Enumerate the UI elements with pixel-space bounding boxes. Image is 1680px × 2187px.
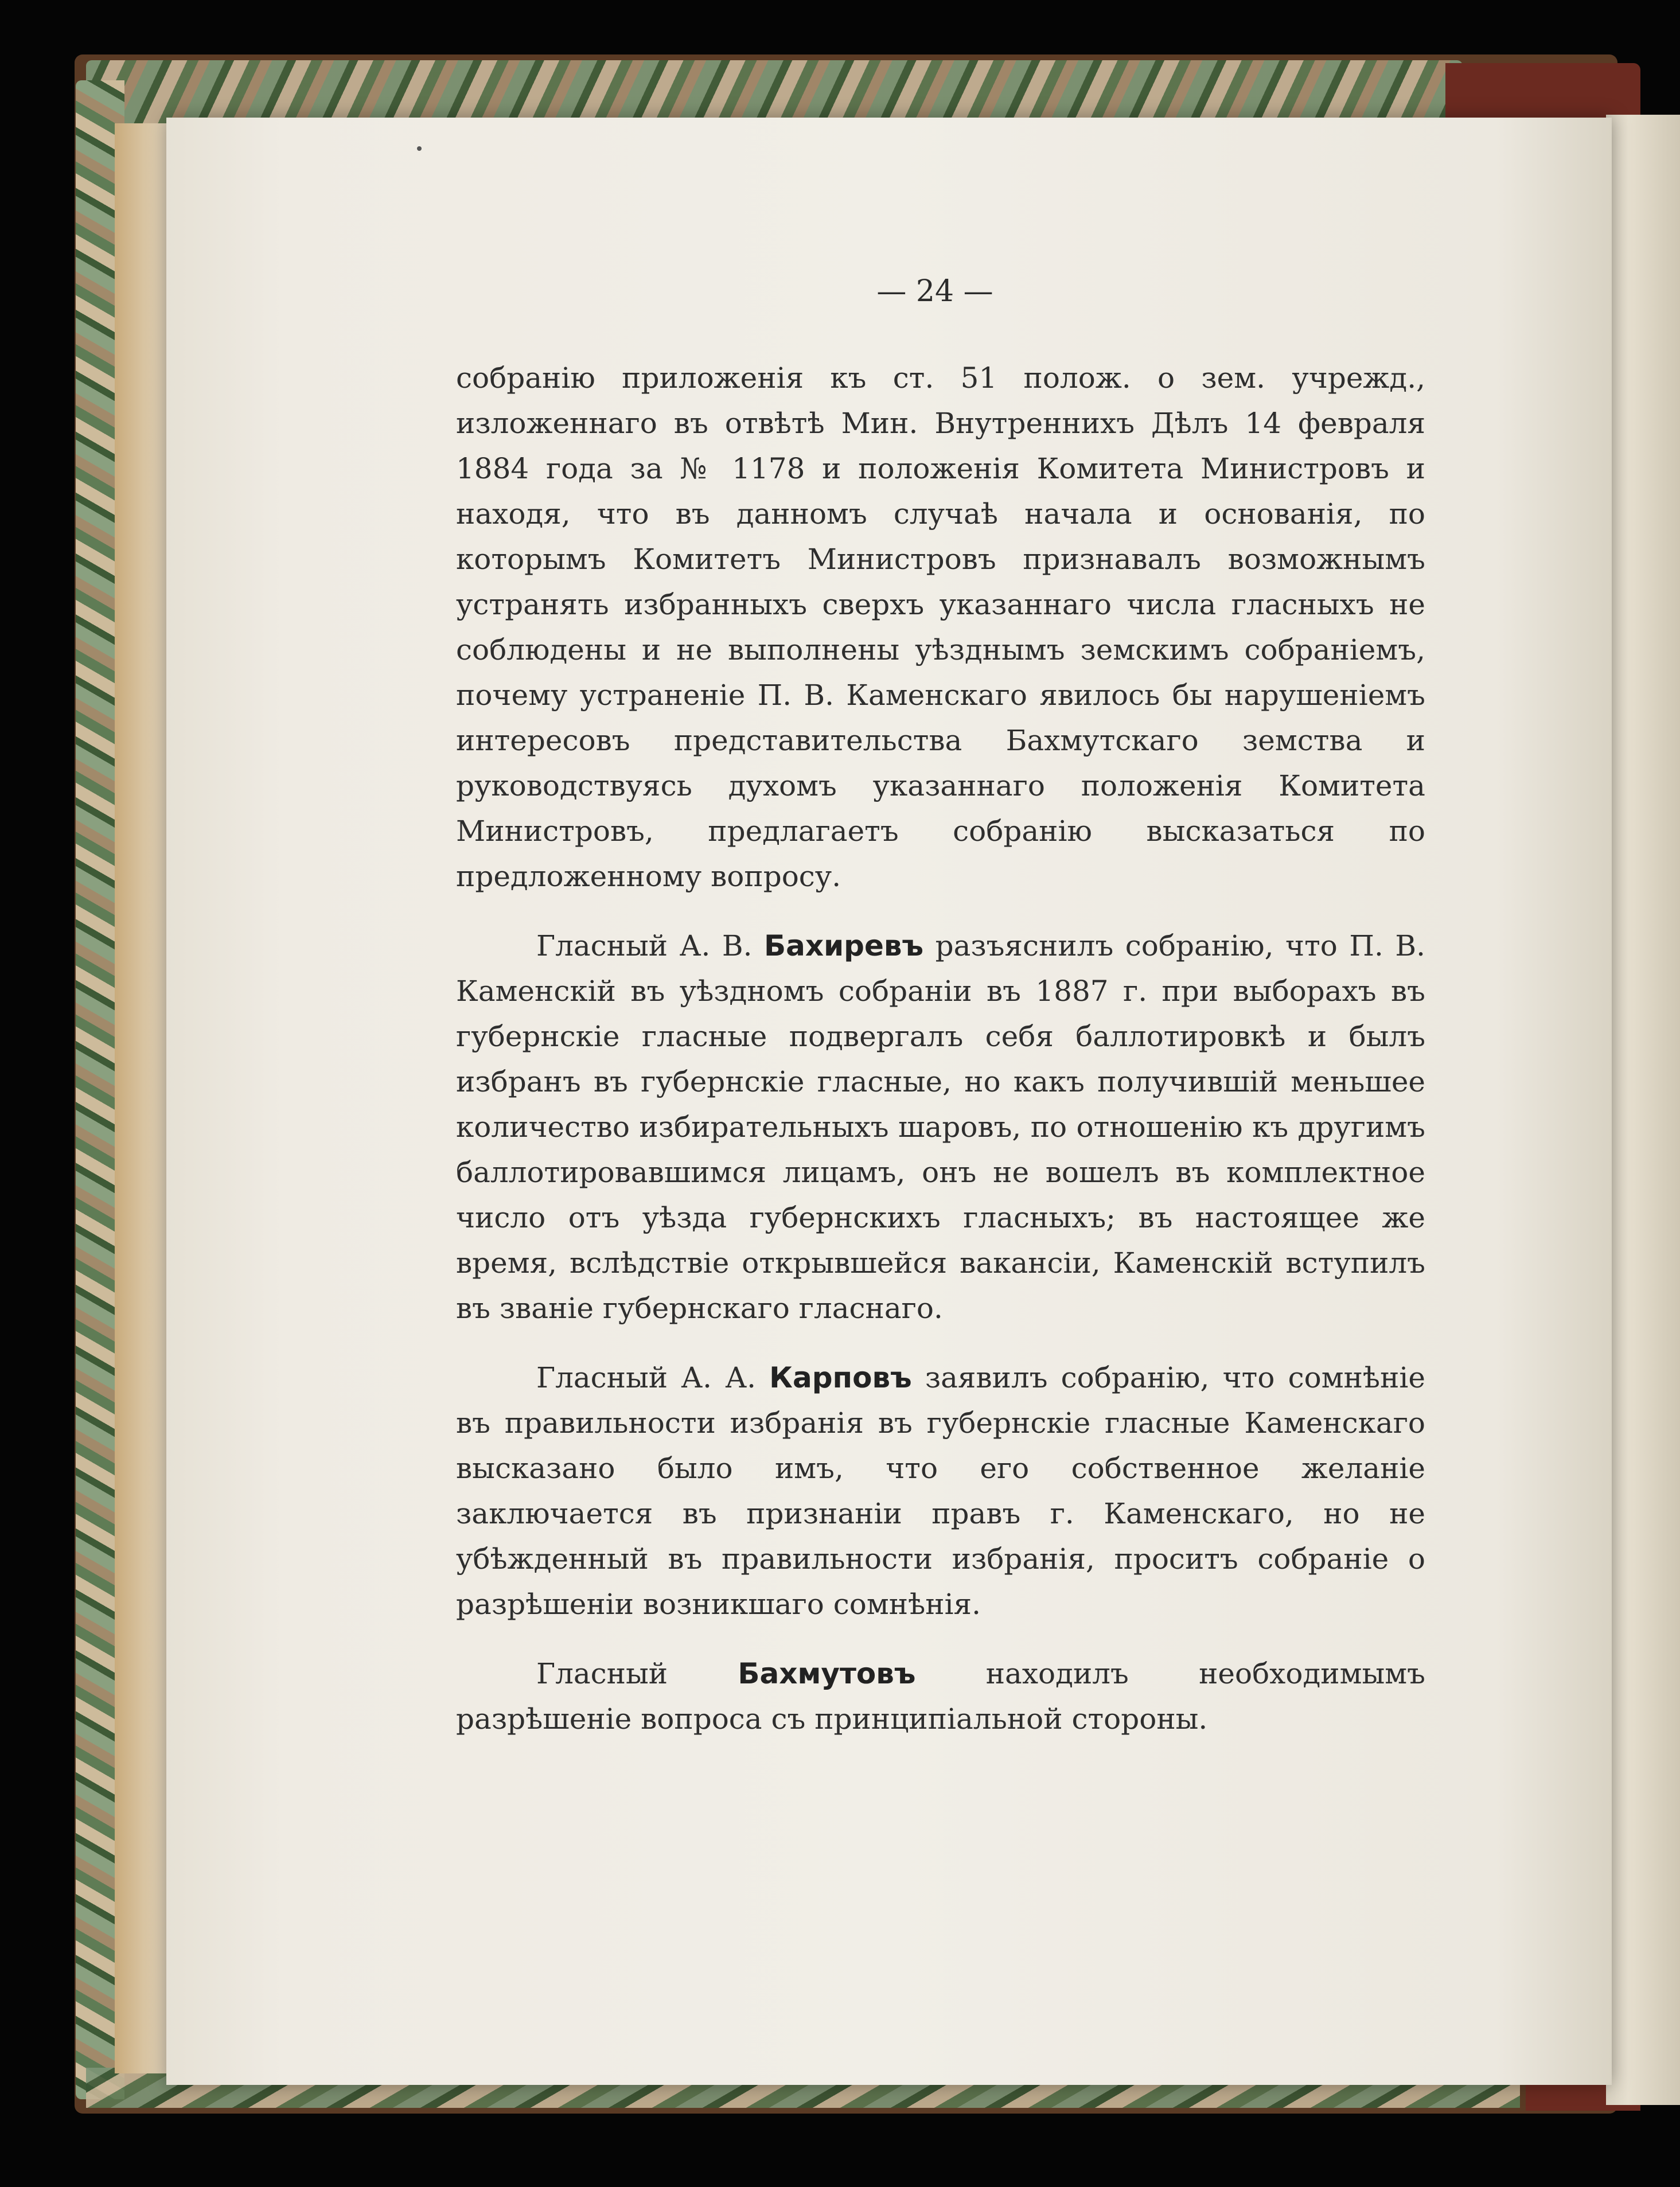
page-body (456, 356, 1425, 1766)
speaker-title: Гласный (536, 1657, 668, 1690)
speaker-title: Гласный А. В. (536, 929, 753, 962)
paragraph-1 (456, 356, 1425, 899)
facing-page-edge (1606, 115, 1680, 2105)
paragraph-text: собранію приложенія къ ст. 51 полож. о зем. учрежд., изложеннаго въ отвѣтѣ Мин. Внутреннихъ Дѣлъ 14 февраля 1884 года за № 1178 и положенія Комитета Министровъ и находя, что въ данномъ случаѣ начала и основанія, по которымъ Комитетъ Министровъ признавалъ возможнымъ устранять избранныхъ сверхъ указаннаго числа гласныхъ не соблюдены и не выполнены уѣзднымъ земскимъ собраніемъ, почему устраненіе П. В. Каменскаго явилось бы нарушеніемъ интересовъ представительства Бахмутскаго земства и руководствуясь духомъ указаннаго положенія Комитета Министровъ, предлагаетъ собранію высказаться по предложенному вопросу. (456, 361, 1425, 893)
page-number: — 24 — (876, 274, 993, 309)
paragraph-4 (456, 1651, 1425, 1742)
paragraph-text: заявилъ собранію, что сомнѣніе въ правильности избранія въ губернскіе гласные Каменскаго высказано было имъ, что его собственное желаніе заключается въ признаніи правъ г. Каменскаго, но не убѣжденный въ правильности избранія, проситъ собраніе о разрѣшеніи возникшаго сомнѣнія. (456, 1361, 1425, 1621)
paragraph-text: разъяснилъ собранію, что П. В. Каменскій въ уѣздномъ собраніи въ 1887 г. при выборахъ въ губернскіе гласные подвергалъ себя баллотировкѣ и былъ избранъ въ губернскіе гласные, но какъ получившій меньшее количество избирательныхъ шаровъ, по отношенію къ другимъ баллотировавшимся лицамъ, онъ не вошелъ въ комплектное число отъ уѣзда губернскихъ гласныхъ; въ настоящее же время, вслѣдствіе открывшейся вакансіи, Каменскій вступилъ въ званіе губернскаго гласнаго. (456, 929, 1425, 1325)
speaker-name: Бахиревъ (764, 929, 924, 962)
speaker-name: Бахмутовъ (738, 1657, 916, 1690)
paper-speck (417, 146, 422, 151)
paragraph-text: находилъ необходимымъ разрѣшеніе вопроса съ принципіальной стороны. (456, 1657, 1425, 1736)
speaker-title: Гласный А. А. (536, 1361, 756, 1394)
speaker-name: Карповъ (769, 1361, 912, 1394)
paragraph-3 (456, 1355, 1425, 1627)
marbled-cover-edge-top (86, 60, 1463, 123)
paragraph-2 (456, 923, 1425, 1331)
